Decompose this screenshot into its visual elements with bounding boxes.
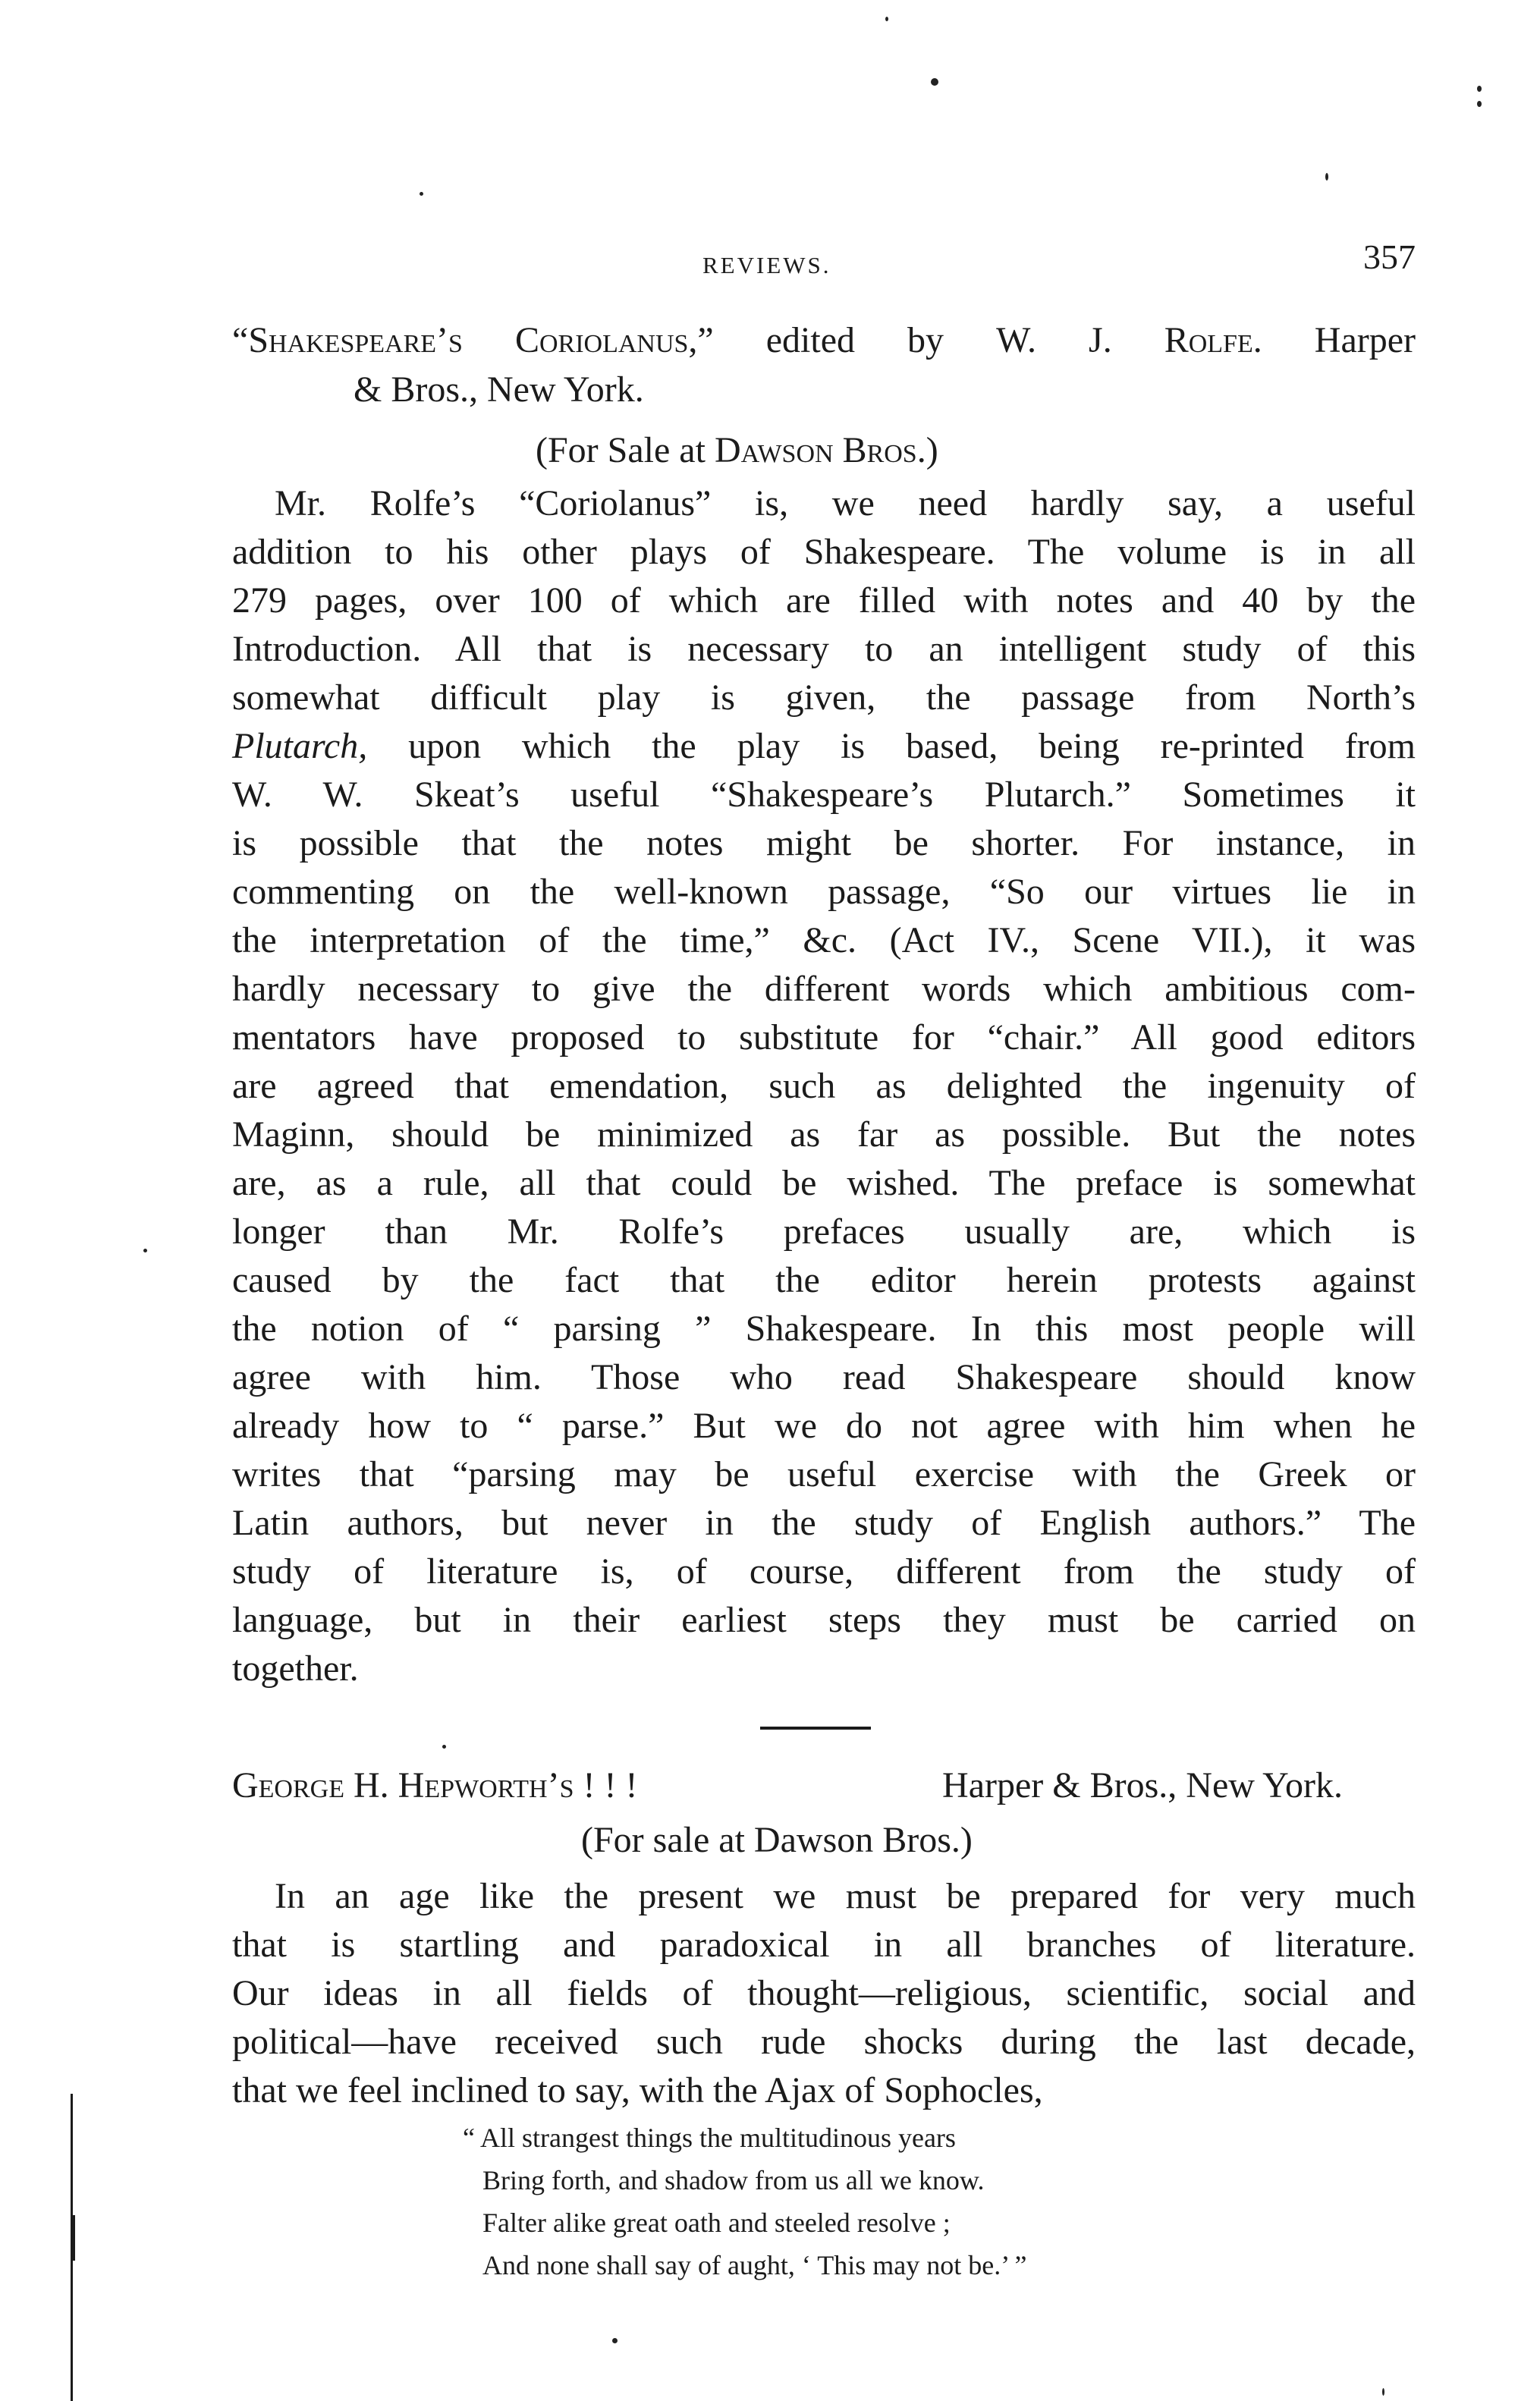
poem-line-1: “ All strangest things the multitudinous years bbox=[463, 2123, 956, 2153]
review2-publisher: Harper & Bros., New York. bbox=[942, 1765, 1343, 1805]
scan-speck bbox=[1477, 101, 1482, 107]
review1-line-7: W. W. Skeat’s useful “Shakespeare’s Plutarch.” Sometimes it bbox=[232, 775, 1416, 815]
page-header bbox=[232, 237, 1416, 282]
review1-line-13: are agreed that emendation, such as delighted the ingenuity of bbox=[232, 1066, 1416, 1106]
review2-line-5: that we feel inclined to say, with the Ajax of Sophocles, bbox=[232, 2070, 1043, 2110]
scan-speck bbox=[1382, 2388, 1384, 2396]
review1-line-17: caused by the fact that the editor herein protests against bbox=[232, 1260, 1416, 1300]
scan-speck bbox=[143, 1249, 147, 1252]
review1-publisher: Harper bbox=[1314, 320, 1416, 360]
section-divider bbox=[760, 1727, 871, 1730]
scan-speck bbox=[1325, 173, 1328, 181]
review1-line-3: 279 pages, over 100 of which are filled with notes and 40 by the bbox=[232, 580, 1416, 621]
review1-line-8: is possible that the notes might be shorter. For instance, in bbox=[232, 823, 1416, 863]
review1-line-14: Maginn, should be minimized as far as possible. But the notes bbox=[232, 1114, 1416, 1155]
scan-speck bbox=[885, 17, 888, 21]
scan-speck bbox=[931, 78, 938, 86]
review1-line-9: commenting on the well-known passage, “So our virtues lie in bbox=[232, 872, 1416, 912]
review1-line-11: hardly necessary to give the different words which ambitious com- bbox=[232, 969, 1416, 1009]
review1-line-25: together. bbox=[232, 1648, 359, 1689]
review2-author: George H. Hepworth’s ! ! ! bbox=[232, 1765, 638, 1805]
review1-line-19: agree with him. Those who read Shakespeare should know bbox=[232, 1357, 1416, 1397]
page-number: 357 bbox=[1363, 237, 1416, 276]
review1-edited-by: edited by bbox=[765, 320, 944, 360]
review1-line-2: addition to his other plays of Shakespeare. The volume is in all bbox=[232, 532, 1416, 572]
review1-line-24: language, but in their earliest steps they must be carried on bbox=[232, 1600, 1416, 1640]
review1-entry-line-1 bbox=[232, 322, 1416, 359]
review2-line-1: In an age like the present we must be prepared for very much bbox=[275, 1876, 1416, 1916]
review2-entry-line bbox=[232, 1765, 1343, 1805]
review2-line-3: Our ideas in all fields of thought—religious, scientific, social and bbox=[232, 1973, 1416, 2013]
review2-line-4: political—have received such rude shocks during the last decade, bbox=[232, 2022, 1416, 2062]
scan-speck bbox=[442, 1745, 446, 1749]
review1-line-4: Introduction. All that is necessary to an intelligent study of this bbox=[232, 629, 1416, 669]
review1-line-23: study of literature is, of course, different from the study of bbox=[232, 1551, 1416, 1592]
scan-speck bbox=[1477, 86, 1482, 92]
review1-entry-line-2: & Bros., New York. bbox=[354, 369, 644, 410]
review1-line-22: Latin authors, but never in the study of English authors.” The bbox=[232, 1503, 1416, 1543]
review2-title: ! ! ! bbox=[583, 1765, 638, 1805]
review1-editor: W. J. Rolfe. bbox=[996, 320, 1262, 360]
poem-line-2: Bring forth, and shadow from us all we know. bbox=[482, 2165, 985, 2195]
review2-sale-note: (For sale at Dawson Bros.) bbox=[581, 1820, 973, 1860]
review1-line-12: mentators have proposed to substitute for “chair.” All good editors bbox=[232, 1017, 1416, 1058]
review1-line-21: writes that “parsing may be useful exercise with the Greek or bbox=[232, 1454, 1416, 1494]
review1-sale-note: (For Sale at Dawson Bros.) bbox=[536, 430, 938, 470]
binding-edge-mark bbox=[71, 2215, 75, 2261]
scan-speck bbox=[420, 192, 423, 196]
review1-line-10: the interpretation of the time,” &c. (Act IV., Scene VII.), it was bbox=[232, 920, 1416, 960]
review1-line-16: longer than Mr. Rolfe’s prefaces usually are, which is bbox=[232, 1211, 1416, 1252]
review2-line-2: that is startling and paradoxical in all branches of literature. bbox=[232, 1925, 1416, 1965]
review1-line-1: Mr. Rolfe’s “Coriolanus” is, we need hardly say, a useful bbox=[275, 483, 1416, 523]
review1-line-6: Plutarch, upon which the play is based, being re-printed from bbox=[232, 726, 1416, 766]
poem-line-3: Falter alike great oath and steeled resolve ; bbox=[482, 2208, 951, 2238]
review1-line-5: somewhat difficult play is given, the passage from North’s bbox=[232, 677, 1416, 718]
poem-line-4: And none shall say of aught, ‘ This may not be.’ ” bbox=[482, 2250, 1027, 2280]
running-head: REVIEWS. bbox=[702, 252, 831, 278]
review1-line-15: are, as a rule, all that could be wished. The preface is somewhat bbox=[232, 1163, 1416, 1203]
scan-speck bbox=[612, 2338, 618, 2343]
review1-line-20: already how to “ parse.” But we do not agree with him when he bbox=[232, 1406, 1416, 1446]
review1-line-18: the notion of “ parsing ” Shakespeare. In this most people will bbox=[232, 1309, 1416, 1349]
review1-title: “Shakespeare’s Coriolanus,” bbox=[232, 320, 714, 360]
